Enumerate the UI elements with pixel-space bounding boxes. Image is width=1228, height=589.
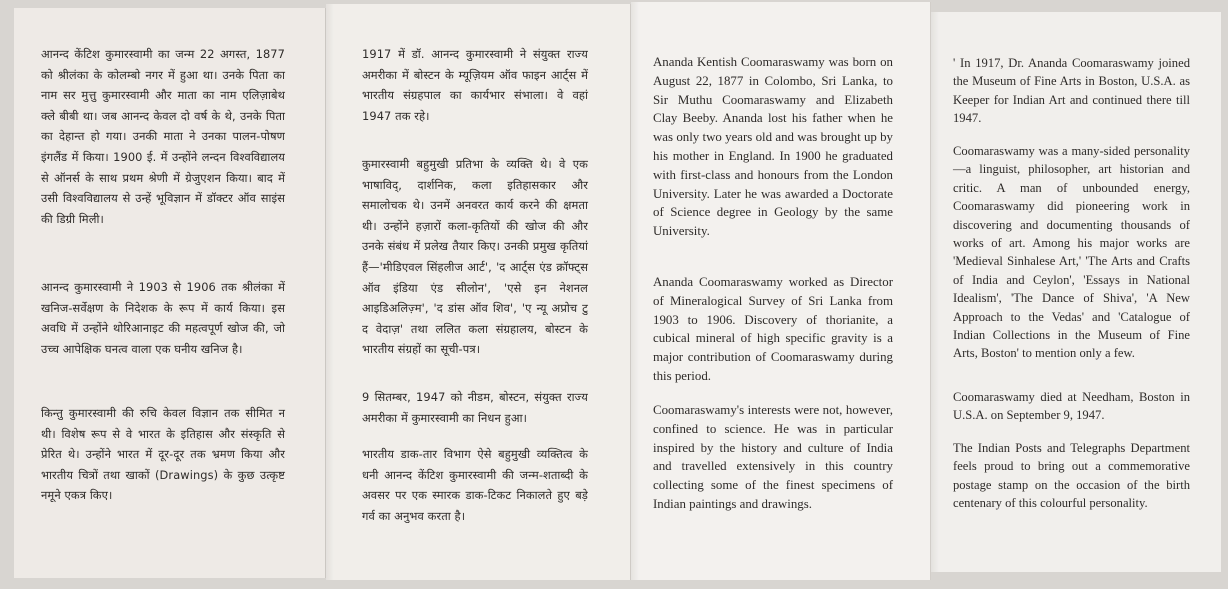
hindi-right-para-3: 9 सितम्बर, 1947 को नीडम, बोस्टन, संयुक्त राज्य अमरीका में कुमारस्वामी का निधन हुआ।	[362, 390, 588, 425]
fold-shadow	[631, 2, 639, 580]
hindi-right-panel	[326, 4, 631, 580]
english-left-panel	[631, 2, 931, 580]
fold-shadow	[326, 4, 334, 580]
hindi-left-para-2: आनन्द कुमारस्वामी ने 1903 से 1906 तक श्रीलंका में खनिज-सर्वेक्षण के निदेशक के रूप में कार्य किया। इस अवधि में उन्होंने थोरिआनाइट की महत्वपूर्ण खोज की, जो उच्च आपेक्षिक घनत्व वाला एक घनीय खनिज है।	[41, 280, 285, 356]
hindi-right-para-4: भारतीय डाक-तार विभाग ऐसे बहुमुखी व्यक्तित्व के धनी आनन्द केंटिश कुमारस्वामी की जन्म-शताब्दी के अवसर पर एक स्मारक डाक-टिकट निकालते हुए बड़े गर्व का अनुभव करता है।	[362, 447, 588, 523]
english-right-para-3: Coomaraswamy died at Needham, Boston in U.S.A. on September 9, 1947.	[953, 390, 1190, 423]
hindi-right-para-1: 1917 में डॉ. आनन्द कुमारस्वामी ने संयुक्त राज्य अमरीका में बोस्टन के म्यूज़ियम ऑव फाइन आर्ट्स में भारतीय संग्रहपाल का कार्यभार संभाला। वे वहां 1947 तक रहे।	[362, 47, 588, 123]
hindi-left-para-1: आनन्द केंटिश कुमारस्वामी का जन्म 22 अगस्त, 1877 को श्रीलंका के कोलम्बो नगर में हुआ था। उनके पिता का नाम सर मुत्तु कुमारस्वामी और माता का नाम एलिज़ाबेथ क्ले बीबी था। जब आनन्द केवल दो वर्ष के थे, उनके पिता का देहान्त हो गया। उनकी माता ने उनका पालन-पोषण इंगलैंड में किया। 1900 ई. में उन्होंने लन्दन विश्वविद्यालय से ऑनर्स के साथ प्रथम श्रेणी में ग्रेजुएशन किया। बाद में उसी विश्वविद्यालय से उन्हें भूविज्ञान में डॉक्टर ऑव साइंस की डिग्री मिली।	[41, 47, 285, 226]
english-right-para-4: The Indian Posts and Telegraphs Department feels proud to bring out a commemorative postage stamp on the occasion of the birth centenary of this colourful personality.	[953, 441, 1190, 511]
hindi-right-para-2: कुमारस्वामी बहुमुखी प्रतिभा के व्यक्ति थे। वे एक भाषाविद्, दार्शनिक, कला इतिहासकार और समालोचक थे। उनमें अनवरत कार्य करने की क्षमता थी। उन्होंने हज़ारों कला-कृतियों की खोज की और उनके संबंध में प्रलेख तैयार किए। उनकी प्रमुख कृतियां हैं—'मीडिएवल सिंहलीज आर्ट', 'द आर्ट्स एंड क्रॉफ्ट्स ऑव इंडिया एंड सीलोन', 'एसे इन नेशनल आइडिअलिज़्म', 'द डांस ऑव शिव', 'ए न्यू अप्रोच टु द वेदाज़' तथा ललित कला संग्रहालय, बोस्टन के भारतीय संग्रहों का सूची-पत्र।	[362, 157, 588, 357]
english-left-para-1: Ananda Kentish Coomaraswamy was born on August 22, 1877 in Colombo, Sri Lanka, to Sir Muthu Coomaraswamy and Elizabeth Clay Beeby. Ananda lost his father when he was only two years old and was brought up by his mother in England. In 1900 he graduated with first-class and honours from the London University. Later he was awarded a Doctorate of Science degree in Geology by the same University.	[653, 55, 893, 239]
fold-shadow	[931, 12, 939, 572]
english-left-para-2: Ananda Coomaraswamy worked as Director of Mineralogical Survey of Sri Lanka from 1903 to 1906. Discovery of thorianite, a cubical mineral of high specific gravity is a major contribution of Coomaraswamy during this period.	[653, 275, 893, 383]
hindi-left-para-3: किन्तु कुमारस्वामी की रुचि केवल विज्ञान तक सीमित न थी। विशेष रूप से वे भारत के इतिहास और संस्कृति से प्रेरित थे। उन्होंने भारत में दूर-दूर तक भ्रमण किया और भारतीय चित्रों तथा खाकों (Drawings) के कुछ उत्कृष्ट नमूने एकत्र किए।	[41, 406, 285, 503]
english-left-para-3: Coomaraswamy's interests were not, however, confined to science. He was in particular inspired by the history and culture of India and travelled extensively in this country collecting some of the finest specimens of Indian paintings and drawings.	[653, 403, 893, 511]
hindi-left-panel	[14, 8, 326, 578]
english-right-para-2: Coomaraswamy was a many-sided personality—a linguist, philosopher, art historian and critic. A man of unbounded energy, Coomaraswamy did pioneering work in discovering and documenting thousands of works of art. Among his major works are 'Medieval Sinhalese Art,' 'The Arts and Crafts of India and Ceylon', 'Essays in National Idealism', 'The Dance of Shiva', 'A New Approach to the Vedas' and 'Catalogue of Indian Collections in the Museum of Fine Arts, Boston' to mention only a few.	[953, 144, 1190, 361]
english-right-para-1: ' In 1917, Dr. Ananda Coomaraswamy joined the Museum of Fine Arts in Boston, U.S.A. as Keeper for Indian Art and continued there till 1947.	[953, 56, 1190, 126]
english-right-panel	[931, 12, 1221, 572]
